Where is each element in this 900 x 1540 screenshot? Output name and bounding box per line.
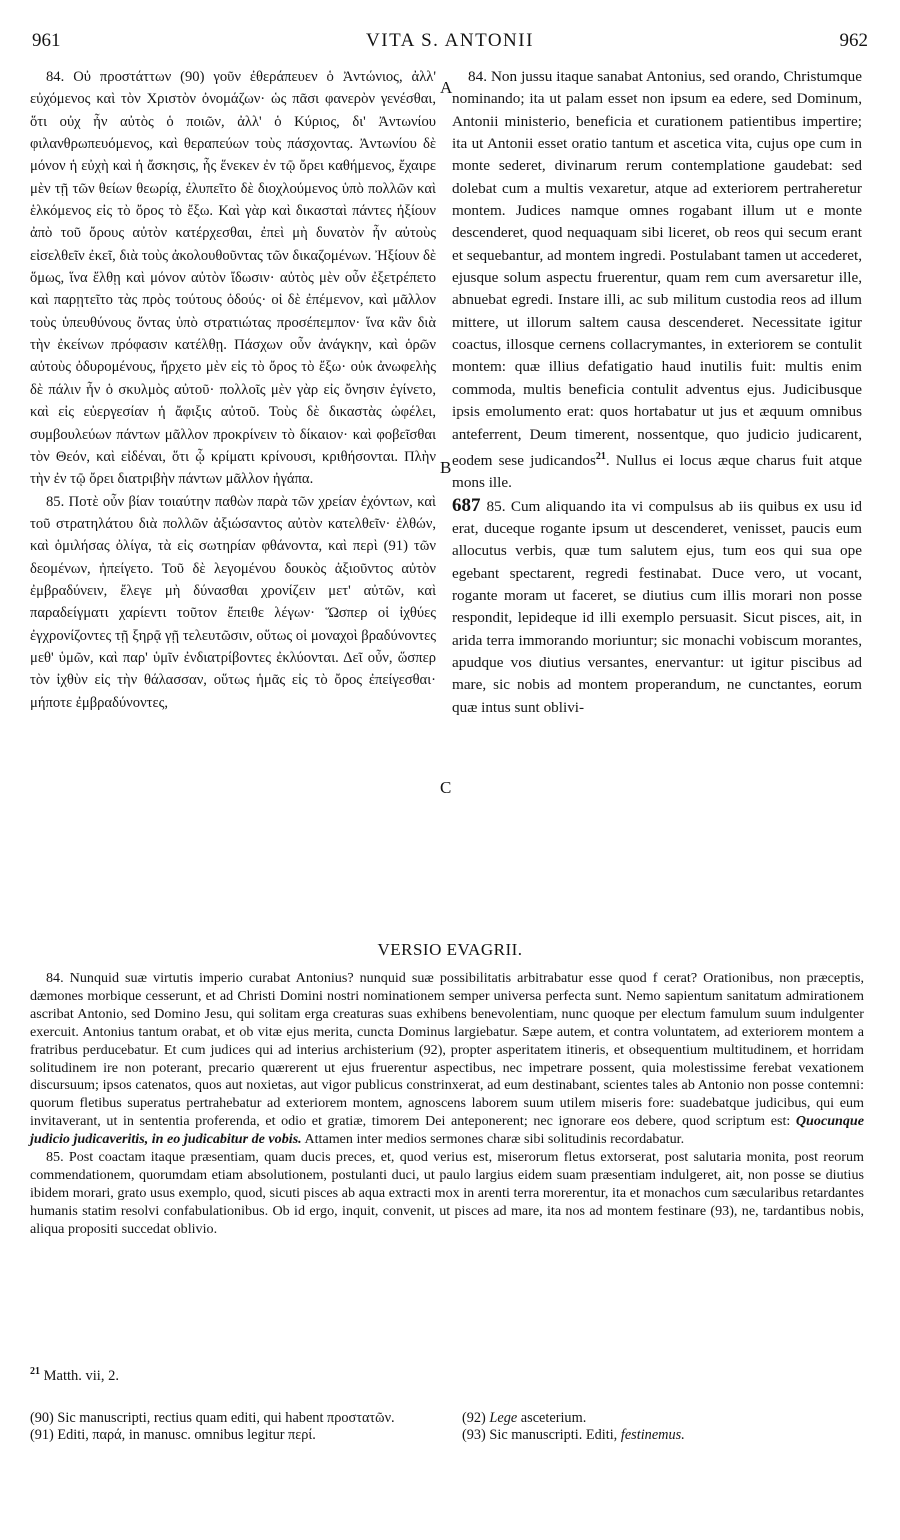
margin-letter-a: A — [440, 78, 453, 97]
column-number: 687 — [452, 494, 481, 516]
latin-section-number-85: 85. — [486, 497, 506, 515]
greek-section-number-84: 84. — [46, 69, 65, 85]
latin-paragraph-84 — [452, 66, 862, 495]
footnote-91: (91) Editi, παρά, in manusc. omnibus legitur περί. — [30, 1427, 316, 1444]
footnote-92 — [462, 1410, 862, 1427]
greek-text-84: Οὐ προστάττων (90) γοῦν ἐθεράπευεν ὁ Ἀντώνιος, ἀλλ' εὐχόμενος καὶ τὸν Χριστὸν ὀνομάζων· ὡς πᾶσι φανερὸν γενέσθαι, ὅτι οὐχ ἦν αὐτὸς ὁ ποιῶν, ἀλλ' ὁ Κύριος, δι' Ἀντωνίου φιλανθρωπευόμενος, καὶ θεραπεύων τοὺς πάσχοντας. Ἀντωνίου δὲ μόνον ἡ εὐχὴ καὶ ἡ ἄσκησις, ἧς ἕνεκεν ἐν τῷ ὄρει καθήμενος, ἔχαιρε μὲν τῇ τῶν θείων θεωρίᾳ, ἐλυπεῖτο δὲ διοχλούμενος ὑπὸ πολλῶν καὶ ἑλκόμενος εἰς τὸ ὄρος τὸ ἔξω. Καὶ γὰρ καὶ δικασταὶ πάντες ἠξίουν ἀπὸ τοῦ ὄρους αὐτὸν κατέρχεσθαι, ἐπεὶ μὴ δυνατὸν ἦν αὐτοὺς εἰσελθεῖν ἐκεῖ, διὰ τοὺς ἀκολουθοῦντας τῶν δικαζομένων. Ἠξίουν δὲ ὅμως, ἵνα ἔλθῃ καὶ μόνον αὐτὸν ἴδωσιν· αὐτὸς μὲν οὖν ἐξετρέπετο καὶ παρῃτεῖτο τὰς πρὸς τούτους ὁδούς· οἱ δὲ ἐπέμενον, καὶ μᾶλλον τοὺς ὑπευθύνους ὄντας ὑπὸ στρατιώτας προσέπεμπον· ἵνα κἂν διὰ τὴν ἐκείνων πρόφασιν κατέλθῃ. Πάσχων οὖν ἀνάγκην, καὶ ὁρῶν αὐτοὺς ὀδυρομένους, ἤρχετο μὲν εἰς τὸ ὄρος τὸ ἔξω· οὐκ ἀνωφελὴς δὲ πάλιν ἦν ὁ σκυλμὸς αὐτοῦ· πολλοῖς μὲν γὰρ εἰς ὄνησιν ἐγίνετο, καὶ εἰς εὐεργεσίαν ἡ ἄφιξις αὐτοῦ. Τοὺς δὲ δικαστὰς ὠφέλει, συμβουλεύων πάντων μᾶλλον προκρίνειν τὸ δίκαιον· καὶ φοβεῖσθαι τὸν Θεόν, καὶ εἰδέναι, ὅτι ᾧ κρίματι κρίνουσι, κριθήσονται. Πλὴν τὴν ἐν τῷ ὄρει διατριβὴν πάντων μᾶλλον ἠγάπα. — [30, 69, 436, 488]
footnote-reference-21: 21 — [595, 450, 606, 462]
latin-paragraph-85 — [452, 495, 862, 719]
footnote-21 — [30, 1366, 119, 1385]
margin-letter-c: C — [440, 778, 452, 797]
footnote-92-number: (92) — [462, 1410, 486, 1426]
margin-letter-b: B — [440, 458, 452, 477]
latin-column — [452, 66, 862, 719]
greek-text-85: Ποτὲ οὖν βίαν τοιαύτην παθὼν παρὰ τῶν χρείαν ἐχόντων, καὶ τοῦ στρατηλάτου διὰ πολλῶν ἀξιώσαντος αὐτὸν κατελθεῖν· ἐλθών, καὶ ὁμιλήσας ὀλίγα, τὰ εἰς σωτηρίαν φθάνοντα, καὶ περὶ (91) τῶν δεομένων, ἠπείγετο. Τοῦ δὲ λεγομένου δουκὸς ἀξιοῦντος αὐτὸν ἐμβραδύνειν, ἔλεγε μὴ δύνασθαι χρονίζειν μετ' αὐτῶν, καὶ παραδείγματι χαρίεντι τοῦτον ἔπειθε λέγων· Ὥσπερ οἱ ἰχθύες ἐγχρονίζοντες τῇ ξηρᾷ γῇ τελευτῶσιν, οὕτως οἱ μοναχοὶ βραδύνοντες μεθ' ὑμῶν, καὶ παρ' ὑμῖν ἐνδιατρίβοντες ἐκλύονται. Δεῖ οὖν, ὥσπερ τὸν ἰχθὺν εἰς τὴν θάλασσαν, οὕτως ἡμᾶς εἰς τὸ ὄρος ἐπείγεσθαι· μήποτε ἐμβραδύνοντες, — [30, 493, 436, 711]
latin-text-84: Non jussu itaque sanabat Antonius, sed orando, Christumque nominando; ita ut palam esset non ipsum ea edere, sed Dominum, Antonii ministerio, beneficia et curationem patientibus impertire; ita ut Antonii esset oratio tantum et ascetica vita, cujus ope cum in monte sederet, divinarum rerum contemplatione gaudebat: sed dolebat cum a multis vexaretur, atque ad exteriorem pertraheretur montem. Judices namque omnes rogabant illum ut e monte descenderet, quod nequaquam sibi liceret, ob reos qui secum erant et sequebantur, ad montem ingredi. Postulabant tamen ut accederet, ejusque solum aspectu fruerentur, quam rem cum aversaretur ille, abnuebat egredi. Instare illi, ac sub militum custodia reos ad illum mittere, ut illorum saltem causa descenderet. Necessitate igitur coactus, illosque cernens collacrymantes, in exteriorem se contulit montem: quæ illius defatigatio haud inutilis fuit: multis enim commoda, multis beneficia contulit adventus ejus. Judicibusque ipsis emolumento erat: quos hortabatur ut jus et æquum omnibus anteferrent, Deum timerent, nossentque, quo judicio judicarent, eodem sese judicandos — [452, 68, 863, 469]
evagrius-version-block — [30, 970, 864, 1239]
greek-paragraph-85 — [30, 491, 436, 714]
running-header — [32, 30, 868, 56]
scripture-quotation: Quocunque judicio judicaveritis, in eo judicabitur de vobis. — [30, 1113, 865, 1148]
footnote-93-italic: festinemus. — [620, 1427, 685, 1444]
evagrius-text-84-end: Attamen inter medios sermones charæ sibi solitudinis recordabatur. — [304, 1131, 685, 1148]
footnote-92-text: asceterium. — [520, 1410, 587, 1426]
page-number-right: 962 — [839, 30, 868, 51]
greek-column — [30, 66, 436, 714]
footnote-93-text: (93) Sic manuscripti. Editi, — [462, 1427, 618, 1444]
footnotes-right — [462, 1410, 862, 1444]
footnote-90: (90) Sic manuscripti, rectius quam editi, qui habent προστατῶν. — [30, 1410, 395, 1426]
running-title: VITA S. ANTONII — [366, 30, 534, 51]
footnote-93 — [462, 1427, 862, 1444]
evagrius-paragraph-85: 85. Post coactam itaque præsentiam, quam ducis preces, et, quod verius est, miserorum fletus extorserat, post salutaria monita, post reorum commendationem, quorumdam etiam absolutionem, postulanti duci, ut paulo largius eidem suam præsentiam indulgeret, ait, non posse se diutius ibidem morari, grato usus exemplo, quod, sicuti pisces ab aqua extracti mox in arenti terra morerentur, ita et monachos cum sæcularibus retardantes humanis statim resolvi confabulationibus. Ob id ergo, inquit, convenit, ut pisces ad mare, ita nos ad montem festinare (93), ne, tardantibus nobis, aliqua propositi succedat oblivio. — [30, 1149, 864, 1237]
evagrius-text-84: 84. Nunquid suæ virtutis imperio curabat Antonius? nunquid suæ possibilitatis arbitrabatur esse quod f cerat? Orationibus, non præceptis, dæmones morbique cesserunt, et ad Christi Domini nostri nominationem semper universa perfecta sunt. Nemo sapientum sanitatum admirationem ascribat Antonio, sed Domino Jesu, qui solitam erga creaturas suas exhibens benevolentiam, nunc quoque per electum famulum suum indulgenter exercuit. Antonius tantum orabat, et ob vitæ ejus merita, cuncta Dominus largiebatur. Sæpe autem, et contra voluntatem, ad exteriorem montem a fratribus perducebatur. Et cum judices qui ad interius archisterium (92), propter asperitatem itineris, et obsequentium multitudinem, et horridam solitudinem ire non poterant, precario quærerent ut ejus fruerentur aspectibus, nec impetrare possent, quia molestissime ferebat vexationem discursuum; ipsos catenatos, quos aut noxietas, aut vigor publicus constrinxerat, ad eum destinabant, scientes tales ab Antonio non posse contemni: quorum fletibus superatus pertrahebatur ad exteriorem montem, agnoscens laborem suum utilem miseris fore: suadebatque judicibus, qui eum invitaverant, ut in sententia proferenda, et odio et gratiæ, timorem Dei anteponerent; nec ignorare eos debere, quod scriptum est: — [30, 970, 864, 1130]
latin-text-84-end: . Nullus ei locus æque charus fuit atque mons ille. — [452, 451, 862, 492]
footnote-21-marker: 21 — [30, 1366, 40, 1377]
latin-text-85: Cum aliquando ita vi compulsus ab iis quibus ex usu id erat, duceque rogante ipsum ut descenderet, venisset, paucis eum allocutus verbis, quæ tum salutem ejus, tum eos qui sua ope egebant spectarent, regredi festinabat. Duce vero, ut vocant, rogante moram ut faceret, se diutius cum illis morari non posse respondit, lepideque id illi exemplo persuasit. Sicut pisces, ait, in arida terra immorando moriuntur; sic monachi vobiscum morantes, apudque vos diutius versantes, enervantur: ut igitur piscibus ad mare, sic nobis ad montem properandum, ne cunctantes, eorum quæ intus sunt oblivi- — [452, 497, 863, 716]
footnote-21-text: Matth. vii, 2. — [43, 1367, 119, 1384]
evagrius-paragraph-84 — [30, 970, 864, 1149]
footnote-92-italic: Lege — [489, 1410, 518, 1426]
footnotes-left — [30, 1410, 430, 1444]
version-evagrii-heading: VERSIO EVAGRII. — [377, 940, 523, 959]
latin-section-number-84: 84. — [468, 68, 487, 85]
page-number-left: 961 — [32, 30, 61, 51]
greek-section-number-85: 85. — [46, 493, 65, 510]
greek-paragraph-84 — [30, 66, 436, 491]
